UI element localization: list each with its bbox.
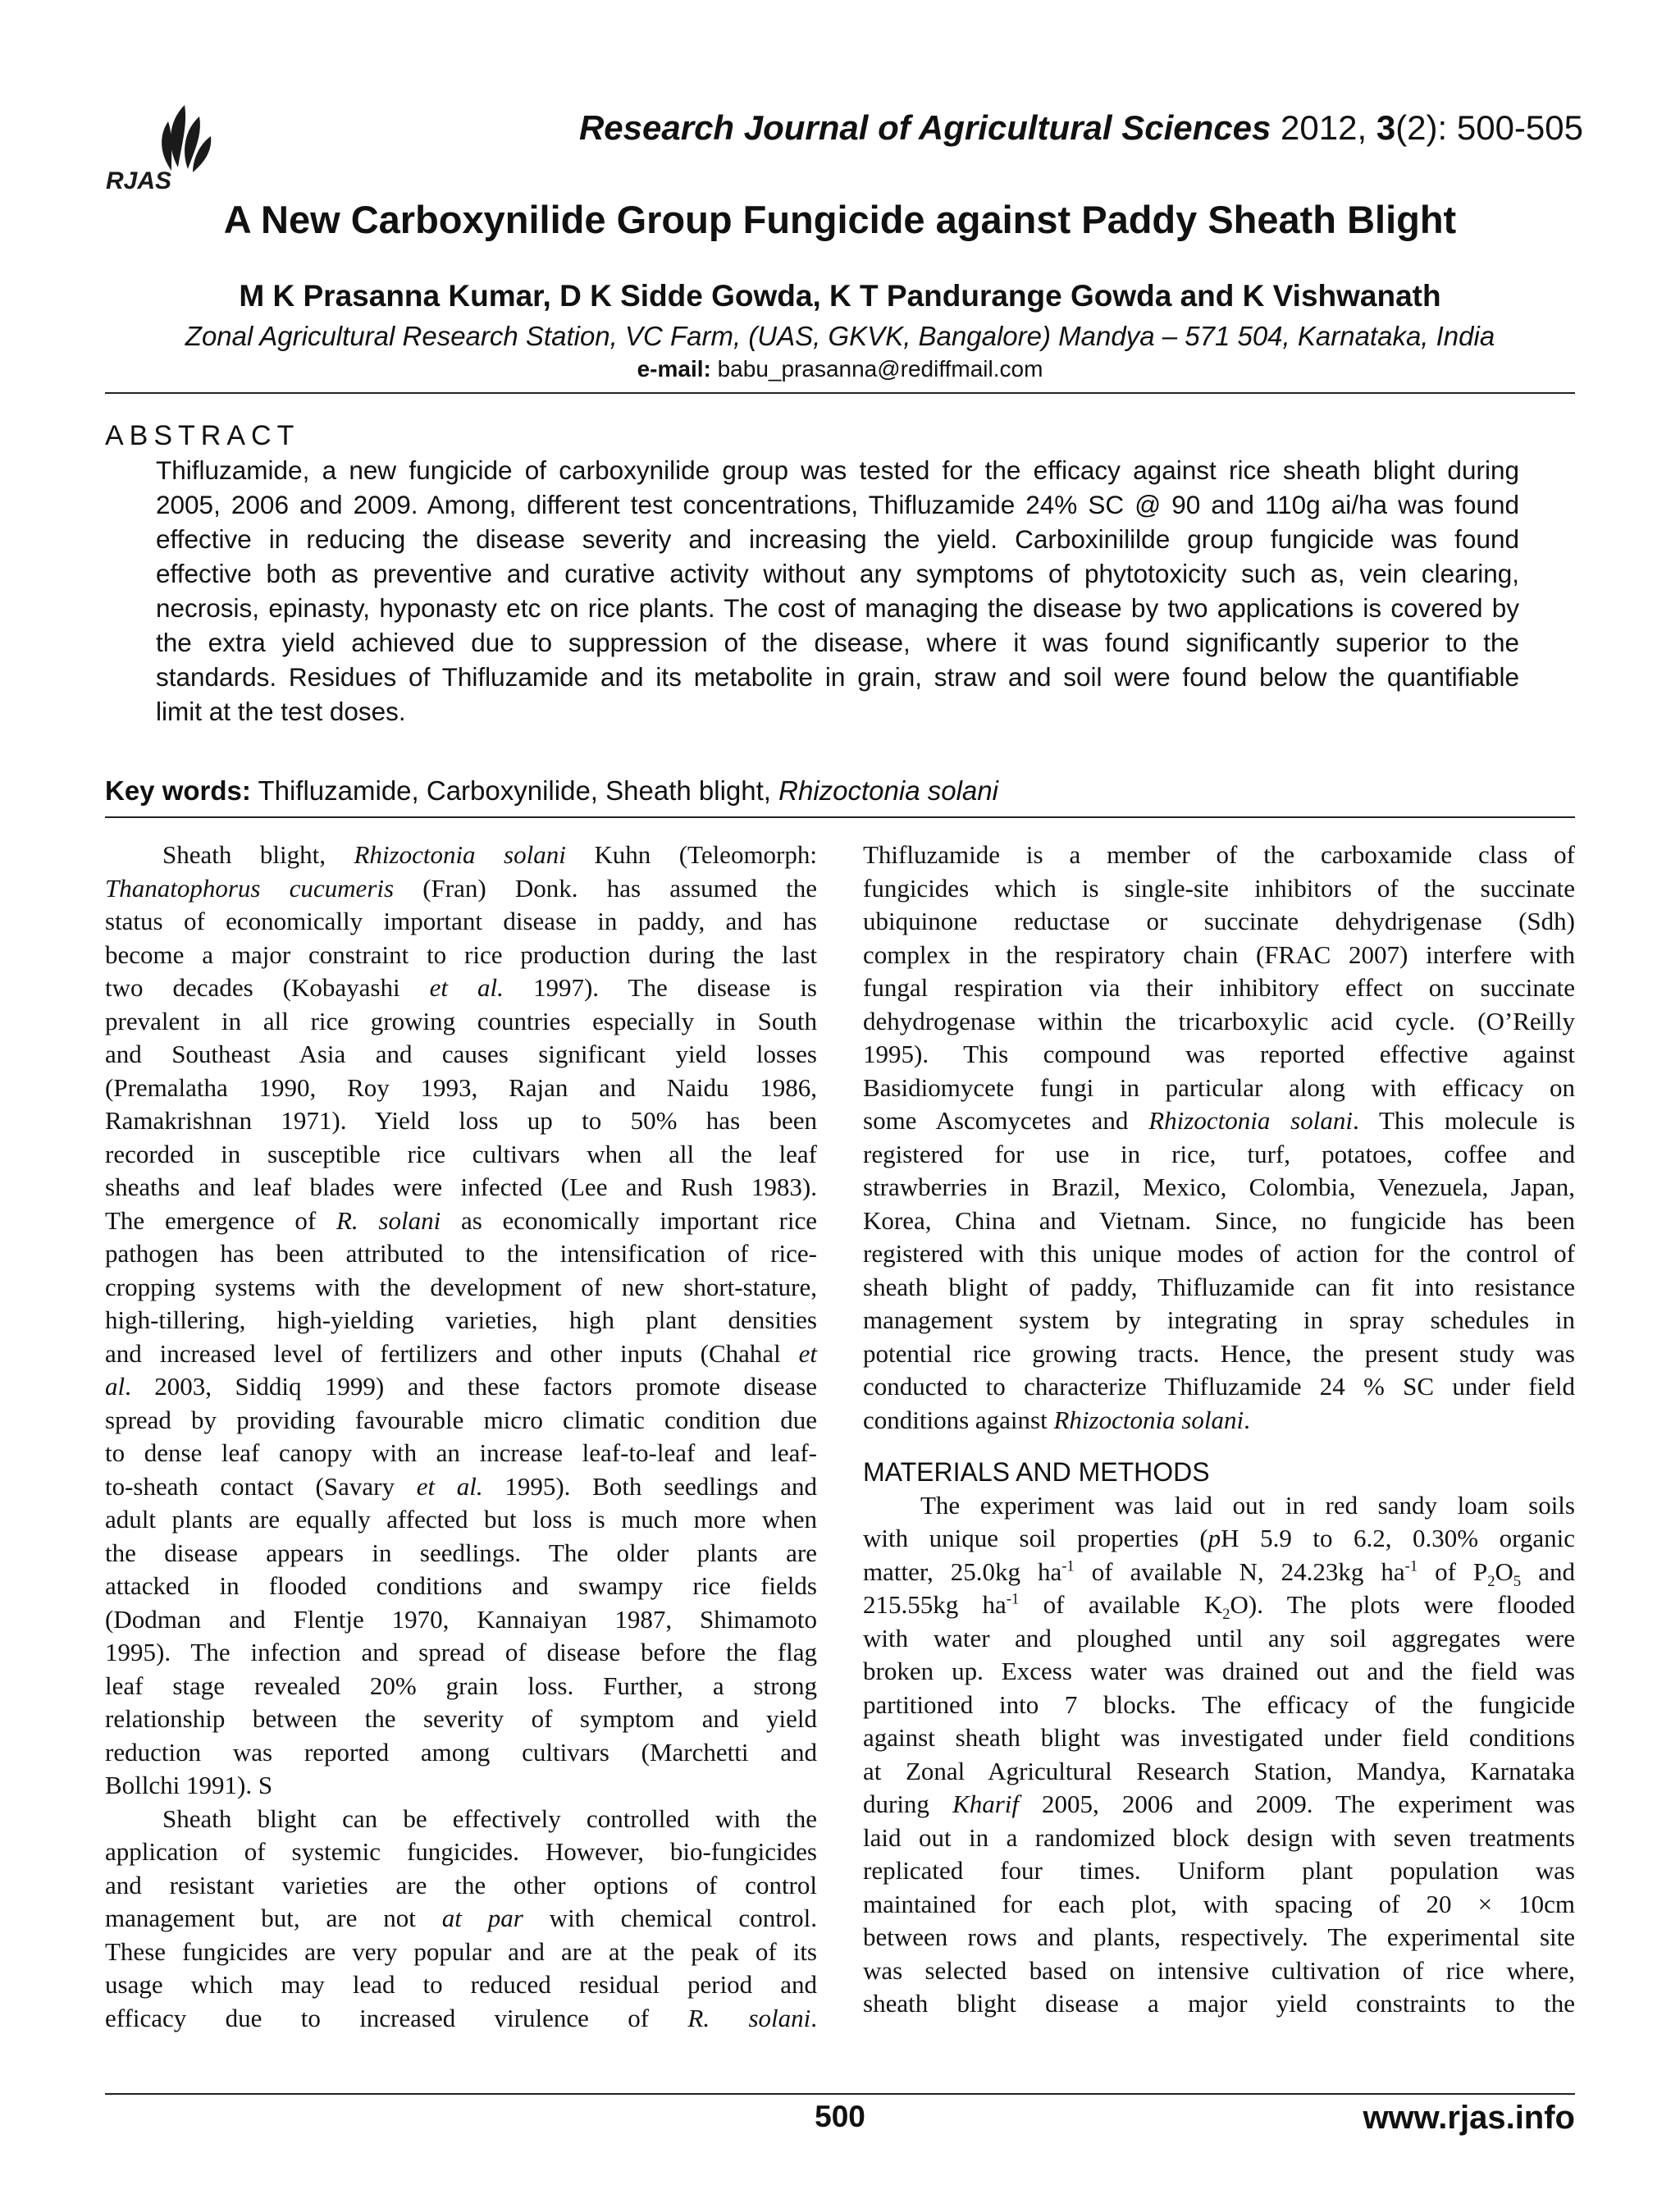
page-number: 500 <box>815 2100 865 2133</box>
paragraph-line: sheath blight disease a major yield constraints to the <box>863 1989 1575 2018</box>
logo-text: RJAS <box>106 167 172 194</box>
paragraph-line: conditions against Rhizoctonia solani. <box>863 1405 1250 1434</box>
article-title: A New Carboxynilide Group Fungicide against Paddy Sheath Blight <box>223 198 1457 241</box>
paragraph-line: with unique soil properties (pH 5.9 to 6.2, 0.30% organic <box>863 1524 1575 1552</box>
paragraph-line: against sheath blight was investigated under field conditions <box>863 1723 1575 1752</box>
paragraph-line: registered with this unique modes of action for the control of <box>863 1239 1575 1268</box>
paragraph-line: spread by providing favourable micro climatic condition due <box>105 1405 817 1434</box>
paragraph-line: 1995). This compound was reported effective against <box>863 1040 1575 1068</box>
paragraph-line: pathogen has been attributed to the intensification of rice- <box>105 1239 817 1268</box>
paragraph-line: efficacy due to increased virulence of R. solani. <box>105 2003 818 2032</box>
abstract-line: necrosis, epinasty, hyponasty etc on rice plants. The cost of managing the disease by two applications is covered by <box>156 593 1519 623</box>
paragraph-line: the disease appears in seedlings. The older plants are <box>105 1538 817 1567</box>
abstract-line: effective in reducing the disease severity and increasing the yield. Carboxinililde group fungicide was found <box>156 524 1519 554</box>
section-heading-methods: MATERIALS AND METHODS <box>863 1457 1210 1487</box>
paragraph-line: (Dodman and Flentje 1970, Kannaiyan 1987, Shimamoto <box>105 1604 817 1634</box>
paragraph-line: at Zonal Agricultural Research Station, Mandya, Karnataka <box>863 1756 1575 1785</box>
paragraph-line: fungal respiration via their inhibitory effect on succinate <box>863 973 1575 1002</box>
abstract-line: limit at the test doses. <box>156 697 406 726</box>
abstract-line: the extra yield achieved due to suppression of the disease, where it was found significantly superior to the <box>156 628 1519 657</box>
paragraph-line: management system by integrating in spray schedules in <box>863 1305 1575 1334</box>
email-address: babu_prasanna@rediffmail.com <box>717 356 1043 382</box>
paragraph-line: fungicides which is single-site inhibitors of the succinate <box>863 873 1575 903</box>
paragraph-line: complex in the respiratory chain (FRAC 2007) interfere with <box>863 939 1575 969</box>
paragraph-line: broken up. Excess water was drained out and the field was <box>863 1657 1575 1685</box>
paragraph-line: Basidiomycete fungi in particular along with efficacy on <box>863 1072 1575 1102</box>
journal-year: 2012, <box>1281 108 1367 147</box>
paragraph-line: two decades (Kobayashi et al. 1997). The disease is <box>105 973 817 1002</box>
paragraph-line: The emergence of R. solani as economically important rice <box>105 1205 817 1235</box>
paragraph-line: dehydrogenase within the tricarboxylic acid cycle. (O’Reilly <box>863 1006 1575 1035</box>
abstract-line: 2005, 2006 and 2009. Among, different test concentrations, Thifluzamide 24% SC @ 90 and 110g ai/ha was found <box>156 490 1519 519</box>
article-authors: M K Prasanna Kumar, D K Sidde Gowda, K T Pandurange Gowda and K Vishwanath <box>239 279 1441 313</box>
keywords-plain: Thifluzamide, Carboxynilide, Sheath blight, <box>258 775 771 806</box>
paragraph-line: al. 2003, Siddiq 1999) and these factors promote disease <box>105 1372 817 1401</box>
journal-citation <box>579 108 1583 148</box>
keywords-rule <box>105 816 1575 818</box>
abstract-line: effective both as preventive and curative activity without any symptoms of phytotoxicity such as, vein clearing, <box>156 559 1519 588</box>
paragraph-line: application of systemic fungicides. However, bio-fungicides <box>105 1837 817 1866</box>
paragraph-line: and Southeast Asia and causes significant yield losses <box>105 1040 817 1068</box>
paragraph-line: with water and ploughed until any soil aggregates were <box>863 1623 1575 1652</box>
paragraph-line: relationship between the severity of symptom and yield <box>105 1704 817 1733</box>
journal-name: Research Journal of Agricultural Sciences <box>578 108 1271 147</box>
paragraph-line: recorded in susceptible rice cultivars when all the leaf <box>105 1139 817 1168</box>
paragraph-line: Sheath blight, Rhizoctonia solani Kuhn (Teleomorph: <box>162 840 817 869</box>
paragraph-line: 1995). The infection and spread of disease before the flag <box>105 1638 817 1666</box>
paragraph-line: Bollchi 1991). S <box>105 1771 273 1799</box>
abstract-body <box>156 453 1519 729</box>
paragraph-line: strawberries in Brazil, Mexico, Colombia, Venezuela, Japan, <box>863 1172 1575 1201</box>
paragraph-line: The experiment was laid out in red sandy loam soils <box>920 1490 1575 1520</box>
paragraph-line: was selected based on intensive cultivation of rice where, <box>863 1955 1575 1985</box>
paragraph-line: to-sheath contact (Savary et al. 1995). Both seedlings and <box>105 1471 817 1501</box>
paragraph-line: 215.55kg $ha^{-1}$ of available $K_2O$). The plots were flooded <box>863 1590 1575 1624</box>
paragraph-line: attacked in flooded conditions and swampy rice fields <box>105 1571 817 1600</box>
left-column <box>105 839 817 2035</box>
paragraph-line: laid out in a randomized block design with seven treatments <box>863 1822 1575 1852</box>
paragraph-line: prevalent in all rice growing countries especially in South <box>105 1006 817 1035</box>
author-affiliation: Zonal Agricultural Research Station, VC Farm, (UAS, GKVK, Bangalore) Mandya – 571 504, Karnataka, India <box>185 321 1495 351</box>
journal-issue-pages: (2): 500-505 <box>1395 108 1583 147</box>
paragraph-line: some Ascomycetes and Rhizoctonia solani. This molecule is <box>863 1106 1576 1135</box>
paragraph-line: (Premalatha 1990, Roy 1993, Rajan and Naidu 1986, <box>105 1072 817 1102</box>
paragraph-line: replicated four times. Uniform plant population was <box>863 1856 1575 1885</box>
paragraph-line: status of economically important disease in paddy, and has <box>105 907 817 935</box>
paragraph-line: and resistant varieties are the other options of control <box>105 1870 817 1899</box>
paragraph-line: ubiquinone reductase or succinate dehydrigenase (Sdh) <box>863 907 1575 935</box>
paragraph-line: reduction was reported among cultivars (Marchetti and <box>105 1737 817 1767</box>
journal-logo <box>103 97 226 195</box>
email-label: e-mail: <box>637 356 711 382</box>
paragraph-line: sheaths and leaf blades were infected (Lee and Rush 1983). <box>105 1172 817 1201</box>
footer-rule <box>105 2093 1575 2095</box>
paragraph-line: maintained for each plot, with spacing of 20 × 10cm <box>863 1889 1575 1918</box>
paragraph-line: usage which may lead to reduced residual period and <box>105 1970 817 1999</box>
paragraph-line: management but, are not at par with chemical control. <box>105 1904 817 1932</box>
paragraph-line: and increased level of fertilizers and other inputs (Chahal et <box>105 1338 817 1368</box>
paragraph-line: conducted to characterize Thifluzamide 24 % SC under field <box>863 1372 1575 1401</box>
paragraph-line: become a major constraint to rice production during the last <box>105 939 817 969</box>
paragraph-line: to dense leaf canopy with an increase leaf-to-leaf and leaf- <box>105 1438 817 1467</box>
paragraph-line: Ramakrishnan 1971). Yield loss up to 50% has been <box>105 1106 817 1135</box>
abstract-line: standards. Residues of Thifluzamide and its metabolite in grain, straw and soil were found below the quantifiable <box>156 662 1519 692</box>
keywords-label: Key words: <box>105 775 251 806</box>
abstract-heading: ABSTRACT <box>105 420 300 451</box>
paragraph-line: adult plants are equally affected but loss is much more when <box>105 1505 817 1534</box>
paragraph-line: registered for use in rice, turf, potatoes, coffee and <box>863 1139 1575 1168</box>
paragraph-line: sheath blight of paddy, Thifluzamide can fit into resistance <box>863 1272 1575 1301</box>
keywords <box>105 775 998 807</box>
header-rule <box>105 392 1575 394</box>
paragraph-line: Thifluzamide is a member of the carboxamide class of <box>863 840 1575 869</box>
paragraph-line: during Kharif 2005, 2006 and 2009. The experiment was <box>863 1790 1576 1818</box>
journal-volume: 3 <box>1376 108 1396 147</box>
paragraph-line: These fungicides are very popular and are at the peak of its <box>105 1936 817 1966</box>
paragraph-line: Korea, China and Vietnam. Since, no fungicide has been <box>863 1205 1575 1235</box>
journal-website[interactable]: www.rjas.info <box>1363 2100 1575 2136</box>
paragraph-line: Thanatophorus cucumeris (Fran) Donk. has assumed the <box>105 873 817 903</box>
paragraph-line: potential rice growing tracts. Hence, the present study was <box>863 1338 1575 1368</box>
paragraph-line: matter, 25.0kg $ha^{-1}$ of available N, 24.23kg $ha^{-1}$ of $P_2O_5$ and <box>863 1556 1575 1590</box>
right-column <box>863 839 1575 2021</box>
author-email <box>0 356 1680 382</box>
paragraph-line: high-tillering, high-yielding varieties, high plant densities <box>105 1305 817 1334</box>
paragraph-line: cropping systems with the development of new short-stature, <box>105 1272 817 1301</box>
abstract-line: Thifluzamide, a new fungicide of carboxynilide group was tested for the efficacy against rice sheath blight during <box>156 455 1519 485</box>
paragraph-line: between rows and plants, respectively. The experimental site <box>863 1922 1575 1951</box>
keywords-italic: Rhizoctonia solani <box>778 775 998 806</box>
paragraph-line: leaf stage revealed 20% grain loss. Further, a strong <box>105 1671 817 1700</box>
paragraph-line: Sheath blight can be effectively controlled with the <box>162 1803 817 1833</box>
paragraph-line: partitioned into 7 blocks. The efficacy of the fungicide <box>863 1689 1575 1719</box>
